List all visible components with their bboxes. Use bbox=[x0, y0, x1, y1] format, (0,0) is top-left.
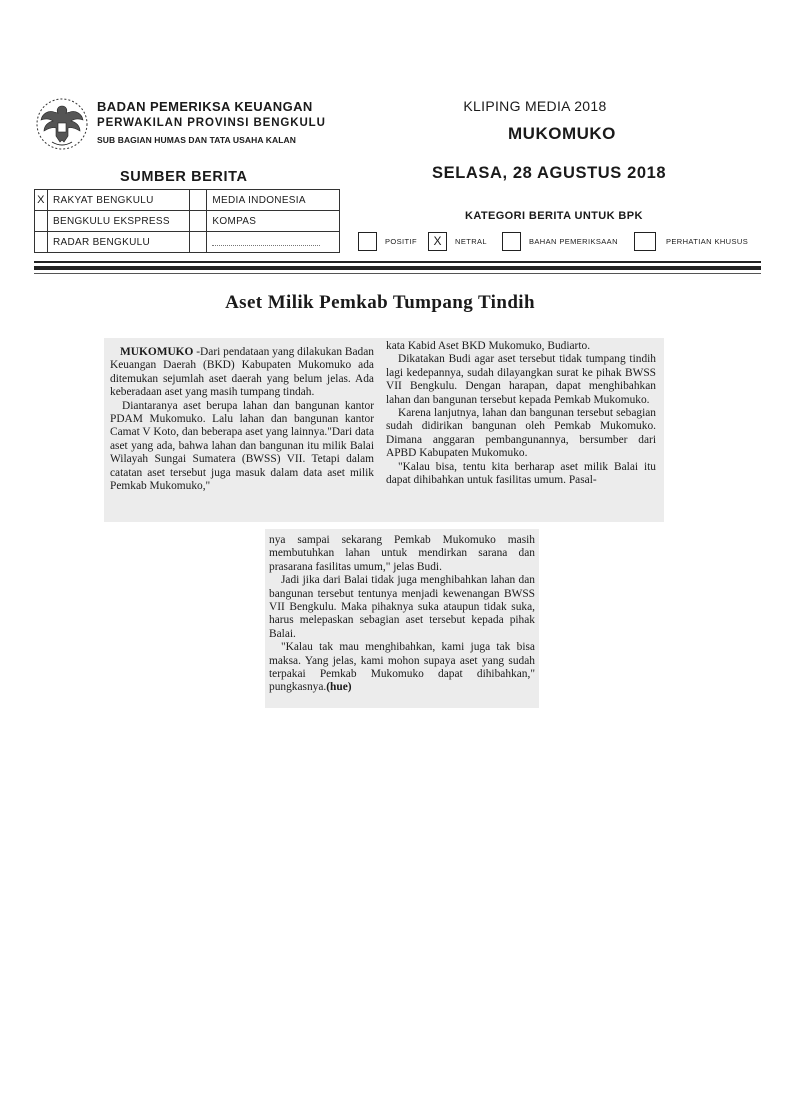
source-row bbox=[35, 190, 340, 211]
kategori-item-bahan-pemeriksaan bbox=[502, 232, 618, 251]
article-paragraph: Diantaranya aset berupa lahan dan bangunan kantor PDAM Mukomuko. Lalu lahan dan bangunan kantor Camat V Koto, dan beberapa aset yang lainnya."Dari data aset yang ada, bahwa lahan dan bangunan itu milik Balai Wilayah Sungai Sumatera (BWSS) VII. Tetapi dalam catatan aset tersebut juga masuk dalam data aset milik Pemkab Mukomuko," bbox=[110, 399, 374, 493]
source-label-blank bbox=[207, 232, 340, 253]
source-label: RADAR BENGKULU bbox=[48, 232, 190, 253]
article-paragraph: Dikatakan Budi agar aset tersebut tidak tumpang tindih lagi kedepannya, sudah dilayangkan surat ke pihak BWSS VII Bengkulu. Dengan harapan, dapat menghibahkan lahan dan bangunan tersebut kepada Pemkab Mukomuko. bbox=[386, 353, 656, 406]
article-text: "Kalau tak mau menghibahkan, kami juga tak bisa maksa. Yang jelas, kami mohon supaya aset yang sudah terpakai Pemkab Mukomuko dapat dihibahkan," pungkasnya. bbox=[269, 641, 535, 694]
kategori-checkbox bbox=[634, 232, 656, 251]
source-checkbox: X bbox=[35, 190, 48, 211]
article-headline: Aset Milik Pemkab Tumpang Tindih bbox=[225, 292, 535, 313]
kliping-title: KLIPING MEDIA 2018 bbox=[463, 98, 607, 114]
publication-date: SELASA, 28 AGUSTUS 2018 bbox=[432, 164, 667, 182]
kategori-checkbox bbox=[358, 232, 377, 251]
kategori-item-positif bbox=[358, 232, 417, 251]
sumber-berita-table bbox=[34, 189, 340, 253]
source-label: BENGKULU EKSPRESS bbox=[48, 211, 190, 232]
header-divider bbox=[34, 273, 761, 274]
sumber-berita-title: SUMBER BERITA bbox=[120, 169, 248, 185]
article-paragraph: Jadi jika dari Balai tidak juga menghibahkan lahan dan bangunan tersebut tentunya menjadi kewenangan BWSS VII Bengkulu. Maka pihaknya suka ataupun tidak suka, harus melepaskan sebagian aset tersebut kepada pihak Balai. bbox=[269, 574, 535, 640]
kategori-label: PERHATIAN KHUSUS bbox=[666, 237, 749, 246]
article-text: -Dari pendataan yang dilakukan Badan Keuangan Daerah (BKD) Kabupaten Mukomuko ada ditemukan sejumlah aset daerah yang belum jelas. Ada keberadaan aset yang masih tumpang tindah. bbox=[110, 346, 375, 399]
source-checkbox bbox=[35, 211, 48, 232]
source-checkbox bbox=[190, 211, 207, 232]
org-name-line3: SUB BAGIAN HUMAS DAN TATA USAHA KALAN bbox=[97, 135, 297, 145]
article-clipping-main bbox=[104, 338, 664, 522]
kategori-checkbox bbox=[502, 232, 521, 251]
article-paragraph: kata Kabid Aset BKD Mukomuko, Budiarto. bbox=[386, 340, 591, 352]
source-row bbox=[35, 211, 340, 232]
article-paragraph: nya sampai sekarang Pemkab Mukomuko masih membutuhkan lahan untuk mendirkan sarana dan prasarana fasilitas umum," jelas Budi. bbox=[269, 534, 535, 573]
kategori-label: BAHAN PEMERIKSAAN bbox=[529, 237, 618, 246]
header-divider bbox=[34, 261, 761, 263]
article-author: (hue) bbox=[326, 681, 352, 694]
garuda-emblem-icon bbox=[34, 96, 90, 152]
article-clipping-continued bbox=[265, 529, 539, 708]
article-column-3 bbox=[269, 534, 535, 695]
org-name-line2: PERWAKILAN PROVINSI BENGKULU bbox=[97, 117, 326, 129]
header-divider bbox=[34, 266, 761, 270]
source-checkbox bbox=[190, 232, 207, 253]
article-column-2 bbox=[386, 340, 656, 487]
kategori-item-netral bbox=[428, 232, 487, 251]
kategori-title: KATEGORI BERITA UNTUK BPK bbox=[465, 210, 643, 222]
dotted-line bbox=[212, 235, 320, 246]
article-paragraph: "Kalau bisa, tentu kita berharap aset milik Balai itu dapat dihibahkan untuk fasilitas umum. Pasal- bbox=[386, 460, 656, 487]
source-checkbox bbox=[35, 232, 48, 253]
kategori-label: POSITIF bbox=[385, 237, 417, 246]
source-label: MEDIA INDONESIA bbox=[207, 190, 340, 211]
region-title: MUKOMUKO bbox=[508, 124, 616, 143]
kategori-label: NETRAL bbox=[455, 237, 487, 246]
source-checkbox bbox=[190, 190, 207, 211]
article-column-1 bbox=[110, 346, 374, 493]
article-dateline: MUKOMUKO bbox=[120, 346, 194, 358]
kategori-checkbox: X bbox=[428, 232, 447, 251]
article-paragraph bbox=[269, 641, 535, 695]
kategori-item-perhatian-khusus bbox=[634, 232, 748, 251]
article-paragraph: Karena lanjutnya, lahan dan bangunan tersebut sebagian sudah didirikan bangunan oleh Pemkab Mukomuko. Dimana anggaran pembangunannya, bersumber dari APBD Kabupaten Mukomuko. bbox=[386, 407, 656, 460]
source-row bbox=[35, 232, 340, 253]
article-paragraph bbox=[110, 346, 374, 400]
org-name-line1: BADAN PEMERIKSA KEUANGAN bbox=[97, 99, 313, 114]
source-label: RAKYAT BENGKULU bbox=[48, 190, 190, 211]
source-label: KOMPAS bbox=[207, 211, 340, 232]
